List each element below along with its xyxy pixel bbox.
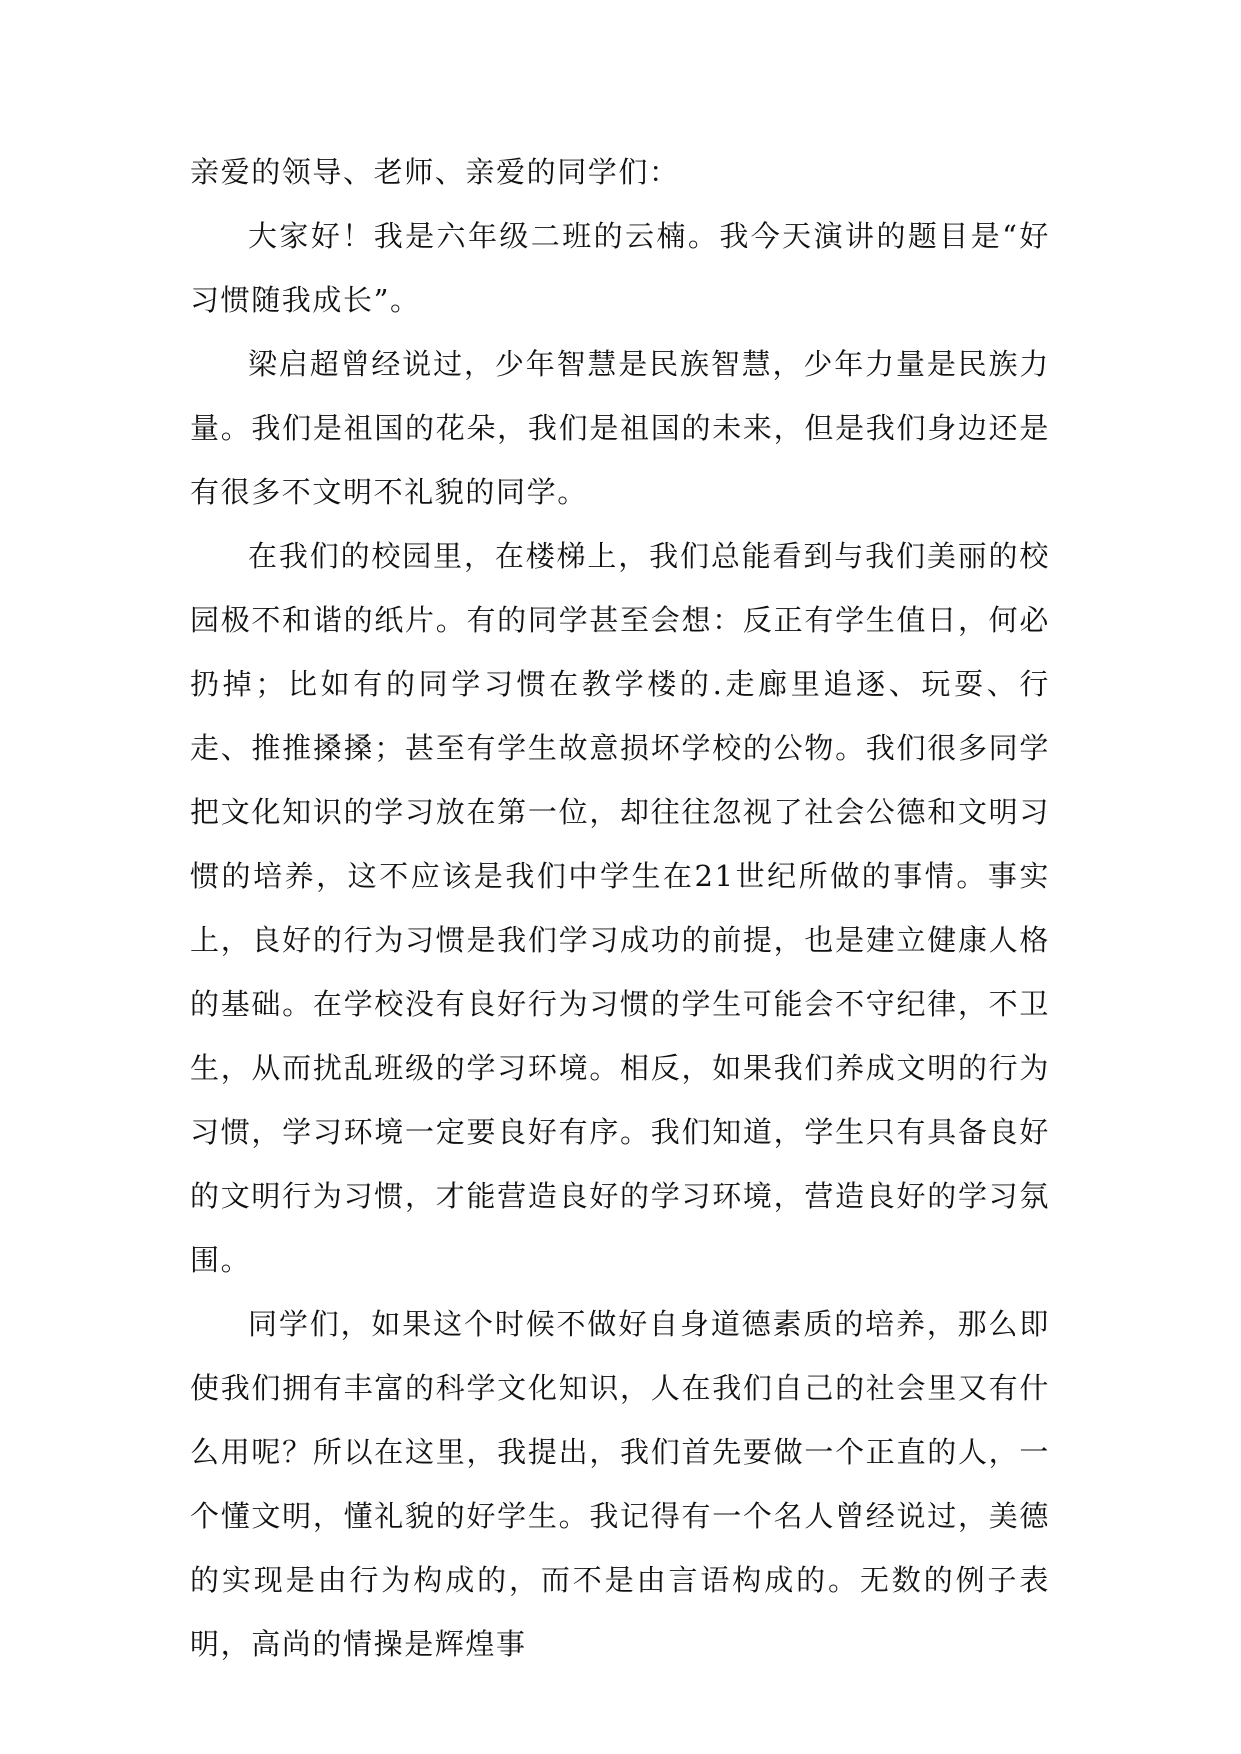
paragraph-liang-qichao: 梁启超曾经说过，少年智慧是民族智慧，少年力量是民族力量。我们是祖国的花朵，我们是祖国的未来，但是我们身边还是有很多不文明不礼貌的同学。: [190, 347, 1050, 509]
document-page: [190, 140, 1050, 1676]
salutation: 亲爱的领导、老师、亲爱的同学们：: [190, 155, 680, 189]
paragraph-greeting: 大家好！我是六年级二班的云楠。我今天演讲的题目是“好习惯随我成长”。: [190, 219, 1050, 317]
paragraph-campus: 在我们的校园里，在楼梯上，我们总能看到与我们美丽的校园极不和谐的纸片。有的同学甚至会想：反正有学生值日，何必扔掉；比如有的同学习惯在教学楼的.走廊里追逐、玩耍、行走、推推搡搡；甚至有学生故意损坏学校的公物。我们很多同学把文化知识的学习放在第一位，却往往忽视了社会公德和文明习惯的培养，这不应该是我们中学生在21世纪所做的事情。事实上，良好的行为习惯是我们学习成功的前提，也是建立健康人格的基础。在学校没有良好行为习惯的学生可能会不守纪律，不卫生，从而扰乱班级的学习环境。相反，如果我们养成文明的行为习惯，学习环境一定要良好有序。我们知道，学生只有具备良好的文明行为习惯，才能营造良好的学习环境，营造良好的学习氛围。: [190, 539, 1050, 1277]
paragraph-classmates: 同学们，如果这个时候不做好自身道德素质的培养，那么即使我们拥有丰富的科学文化知识，人在我们自己的社会里又有什么用呢？所以在这里，我提出，我们首先要做一个正直的人，一个懂文明，懂礼貌的好学生。我记得有一个名人曾经说过，美德的实现是由行为构成的，而不是由言语构成的。无数的例子表明，高尚的情操是辉煌事: [190, 1307, 1050, 1661]
